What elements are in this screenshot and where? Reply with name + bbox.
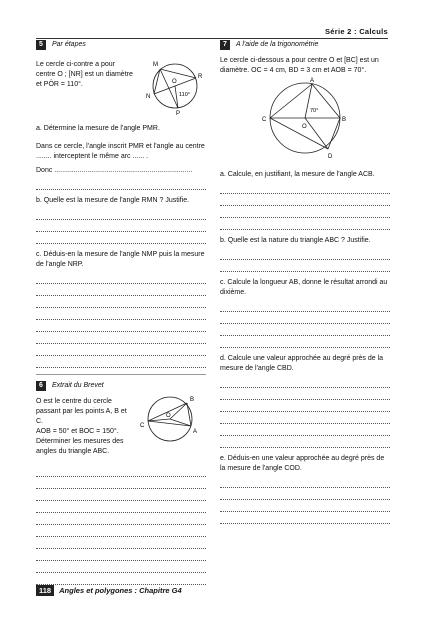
answer-line — [220, 436, 390, 448]
ex7-question-d: d. Calcule une valeur approchée au degré près de la mesure de l'angle CBD. — [220, 355, 384, 372]
answer-line — [36, 537, 206, 549]
exercise-number: 5 — [36, 40, 46, 50]
ex6-angles: AOB = 50° et BOC = 150°. — [36, 428, 119, 435]
answer-line — [220, 388, 390, 400]
answer-line — [36, 344, 206, 356]
answer-line — [36, 220, 206, 232]
answer-line — [36, 332, 206, 344]
label-angle: 70° — [310, 108, 319, 114]
answer-line — [220, 312, 390, 324]
label-C: C — [140, 423, 145, 429]
ex6-ask: Déterminer les mesures des angles du triangle ABC. — [36, 438, 124, 455]
ex7-question-c: c. Calcule la longueur AB, donne le résultat arrondi au dixième. — [220, 279, 388, 296]
ex5-question-a-hint: Dans ce cercle, l'angle inscrit PMR et l'angle au centre ........ interceptent le même arc ...... . — [36, 143, 205, 160]
exercise-number: 6 — [36, 381, 46, 391]
label-R: R — [198, 74, 203, 80]
ex7-figure-block — [220, 76, 390, 164]
label-A: A — [310, 78, 315, 84]
answer-line — [36, 465, 206, 477]
page-number: 118 — [36, 585, 54, 596]
exercise-title: Extrait du Brevet — [52, 382, 104, 389]
divider — [36, 374, 206, 375]
answer-line — [220, 424, 390, 436]
answer-line — [220, 476, 390, 488]
label-B: B — [342, 117, 347, 123]
series-header: Série 2 : Calculs — [36, 27, 388, 39]
ex6-intro-block — [36, 397, 206, 465]
answer-line — [36, 501, 206, 513]
ex5-question-a: a. Détermine la mesure de l'angle PMR. — [36, 125, 160, 132]
chapter-title: Angles et polygones : Chapitre G4 — [59, 586, 182, 595]
circle-figure-ex5 — [144, 56, 206, 116]
answer-line — [220, 376, 390, 388]
answer-line — [220, 512, 390, 524]
label-angle: 110° — [179, 92, 190, 98]
ex7-intro: Le cercle ci-dessous a pour centre O et [BC] est un diamètre. OC = 4 cm, BD = 3 cm et AOB = 70°. — [220, 57, 379, 74]
answer-line — [220, 488, 390, 500]
page-footer — [36, 585, 182, 596]
answer-line — [36, 477, 206, 489]
answer-line — [36, 232, 206, 244]
circle-figure-ex7 — [250, 76, 360, 164]
ex5-intro: Le cercle ci-contre a pour centre O ; [NR] est un diamètre et PÔR = 110°. — [36, 61, 133, 88]
circle-figure-ex6 — [140, 389, 204, 449]
label-O: O — [302, 124, 307, 130]
answer-line — [36, 513, 206, 525]
ex7-question-b: b. Quelle est la nature du triangle ABC ? Justifie. — [220, 237, 371, 244]
exercise-7-header — [220, 40, 390, 50]
left-column — [36, 40, 206, 585]
exercise-title: A l'aide de la trigonométrie — [236, 41, 319, 48]
answer-line — [36, 284, 206, 296]
label-D: D — [328, 154, 333, 160]
answer-line — [220, 248, 390, 260]
right-column — [220, 40, 390, 524]
label-P: P — [176, 111, 181, 116]
answer-line — [36, 549, 206, 561]
ex5-question-c: c. Déduis-en la mesure de l'angle NMP puis la mesure de l'angle NRP. — [36, 251, 205, 268]
ex7-question-e: e. Déduis-en une valeur approchée au degré près de la mesure de l'angle COD. — [220, 455, 385, 472]
label-B: B — [190, 397, 195, 403]
answer-line — [220, 194, 390, 206]
answer-line — [36, 296, 206, 308]
exercise-title: Par étapes — [52, 41, 86, 48]
ex5-donc: Donc ....................................................................... — [36, 167, 193, 174]
answer-line — [36, 208, 206, 220]
answer-line — [36, 489, 206, 501]
ex5-intro-block — [36, 60, 206, 116]
label-A: A — [193, 429, 198, 435]
answer-line — [36, 272, 206, 284]
answer-line — [36, 308, 206, 320]
answer-line — [36, 178, 206, 190]
answer-line — [220, 400, 390, 412]
ex5-question-b: b. Quelle est la mesure de l'angle RMN ? Justifie. — [36, 197, 190, 204]
answer-line — [220, 260, 390, 272]
answer-line — [220, 324, 390, 336]
answer-line — [36, 525, 206, 537]
label-C: C — [262, 117, 267, 123]
ex6-intro: O est le centre du cercle passant par les points A, B et C. — [36, 398, 127, 425]
answer-line — [36, 561, 206, 573]
answer-line — [220, 206, 390, 218]
answer-line — [220, 218, 390, 230]
answer-line — [220, 412, 390, 424]
ex7-question-a: a. Calcule, en justifiant, la mesure de l'angle ACB. — [220, 171, 375, 178]
answer-line — [220, 300, 390, 312]
answer-line — [220, 182, 390, 194]
exercise-5-header — [36, 40, 206, 50]
answer-line — [220, 500, 390, 512]
answer-line — [220, 336, 390, 348]
answer-line — [36, 356, 206, 368]
label-N: N — [146, 94, 151, 100]
answer-line — [36, 573, 206, 585]
label-O: O — [172, 79, 177, 85]
answer-line — [36, 320, 206, 332]
exercise-number: 7 — [220, 40, 230, 50]
label-M: M — [153, 62, 158, 68]
label-O: O — [166, 413, 171, 419]
